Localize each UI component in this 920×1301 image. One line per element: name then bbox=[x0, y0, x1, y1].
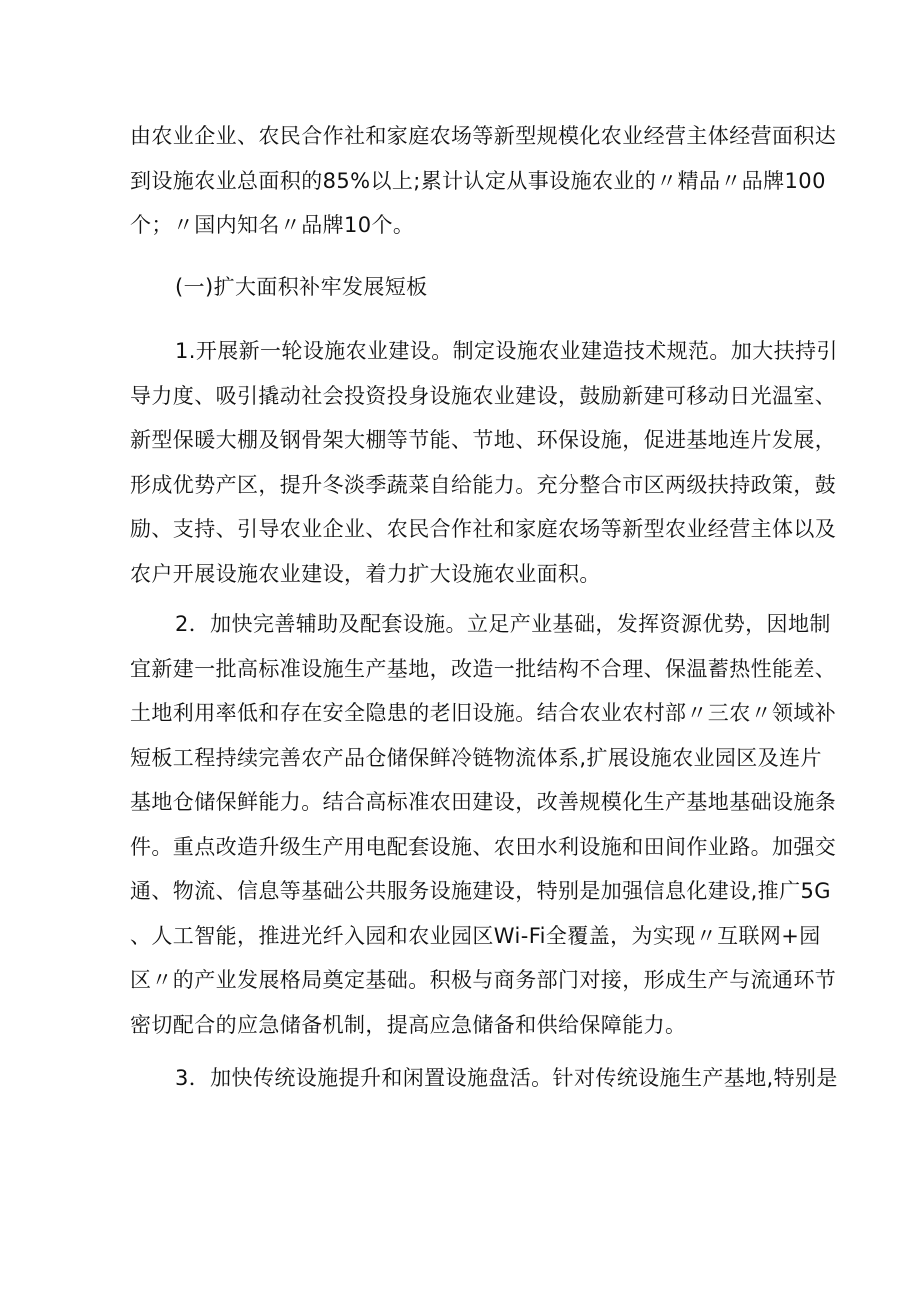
text-line: 由农业企业、农民合作社和家庭农场等新型规模化农业经营主体经营面积达 bbox=[130, 124, 837, 148]
text-line: 通、物流、信息等基础公共服务设施建设，特别是加强信息化建设,推广5G bbox=[130, 879, 831, 903]
paragraph-intro bbox=[130, 114, 837, 248]
text-line: 、人工智能，推进光纤入园和农业园区Wi-Fi全覆盖，为实现〃互联网+园 bbox=[130, 923, 821, 948]
heading-text: (一)扩大面积补牢发展短板 bbox=[175, 275, 428, 299]
text-line: 个；〃国内知名〃品牌10个。 bbox=[130, 213, 415, 237]
text-line: 基地仓储保鲜能力。结合高标准农田建设，改善规模化生产基地基础设施条 bbox=[130, 790, 837, 814]
text-line: 到设施农业总面积的85%以上;累计认定从事设施农业的〃精品〃品牌100 bbox=[130, 168, 826, 193]
text-line: 件。重点改造升级生产用电配套设施、农田水利设施和田间作业路。加强交 bbox=[130, 834, 837, 859]
text-line: 区〃的产业发展格局奠定基础。积极与商务部门对接，形成生产与流通环节 bbox=[130, 968, 837, 992]
text-line: 3．加快传统设施提升和闲置设施盘活。针对传统设施生产基地,特别是 bbox=[175, 1066, 838, 1090]
text-line: 励、支持、引导农业企业、农民合作社和家庭农场等新型农业经营主体以及 bbox=[130, 517, 837, 541]
text-line: 短板工程持续完善农产品仓储保鲜冷链物流体系,扩展设施农业园区及连片 bbox=[130, 745, 822, 770]
paragraph-item-2 bbox=[130, 602, 837, 1047]
section-heading bbox=[130, 265, 790, 310]
text-line: 1.开展新一轮设施农业建设。制定设施农业建造技术规范。加大扶持引 bbox=[175, 339, 838, 363]
text-line: 土地利用率低和存在安全隐患的老旧设施。结合农业农村部〃三农〃领域补 bbox=[130, 701, 837, 725]
text-line: 导力度、吸引撬动社会投资投身设施农业建设，鼓励新建可移动日光温室、 bbox=[130, 383, 837, 408]
text-line: 2．加快完善辅助及配套设施。立足产业基础，发挥资源优势，因地制 bbox=[175, 612, 831, 636]
text-line: 农户开展设施农业建设，着力扩大设施农业面积。 bbox=[130, 561, 601, 586]
paragraph-item-3 bbox=[130, 1056, 838, 1101]
text-line: 密切配合的应急储备机制，提高应急储备和供给保障能力。 bbox=[130, 1012, 687, 1037]
paragraph-item-1 bbox=[130, 329, 838, 596]
text-line: 宜新建一批高标准设施生产基地，改造一批结构不合理、保温蓄热性能差、 bbox=[130, 656, 837, 681]
text-line: 新型保暖大棚及钢骨架大棚等节能、节地、环保设施，促进基地连片发展， bbox=[130, 428, 837, 452]
text-line: 形成优势产区，提升冬淡季蔬菜自给能力。充分整合市区两级扶持政策，鼓 bbox=[130, 472, 837, 497]
